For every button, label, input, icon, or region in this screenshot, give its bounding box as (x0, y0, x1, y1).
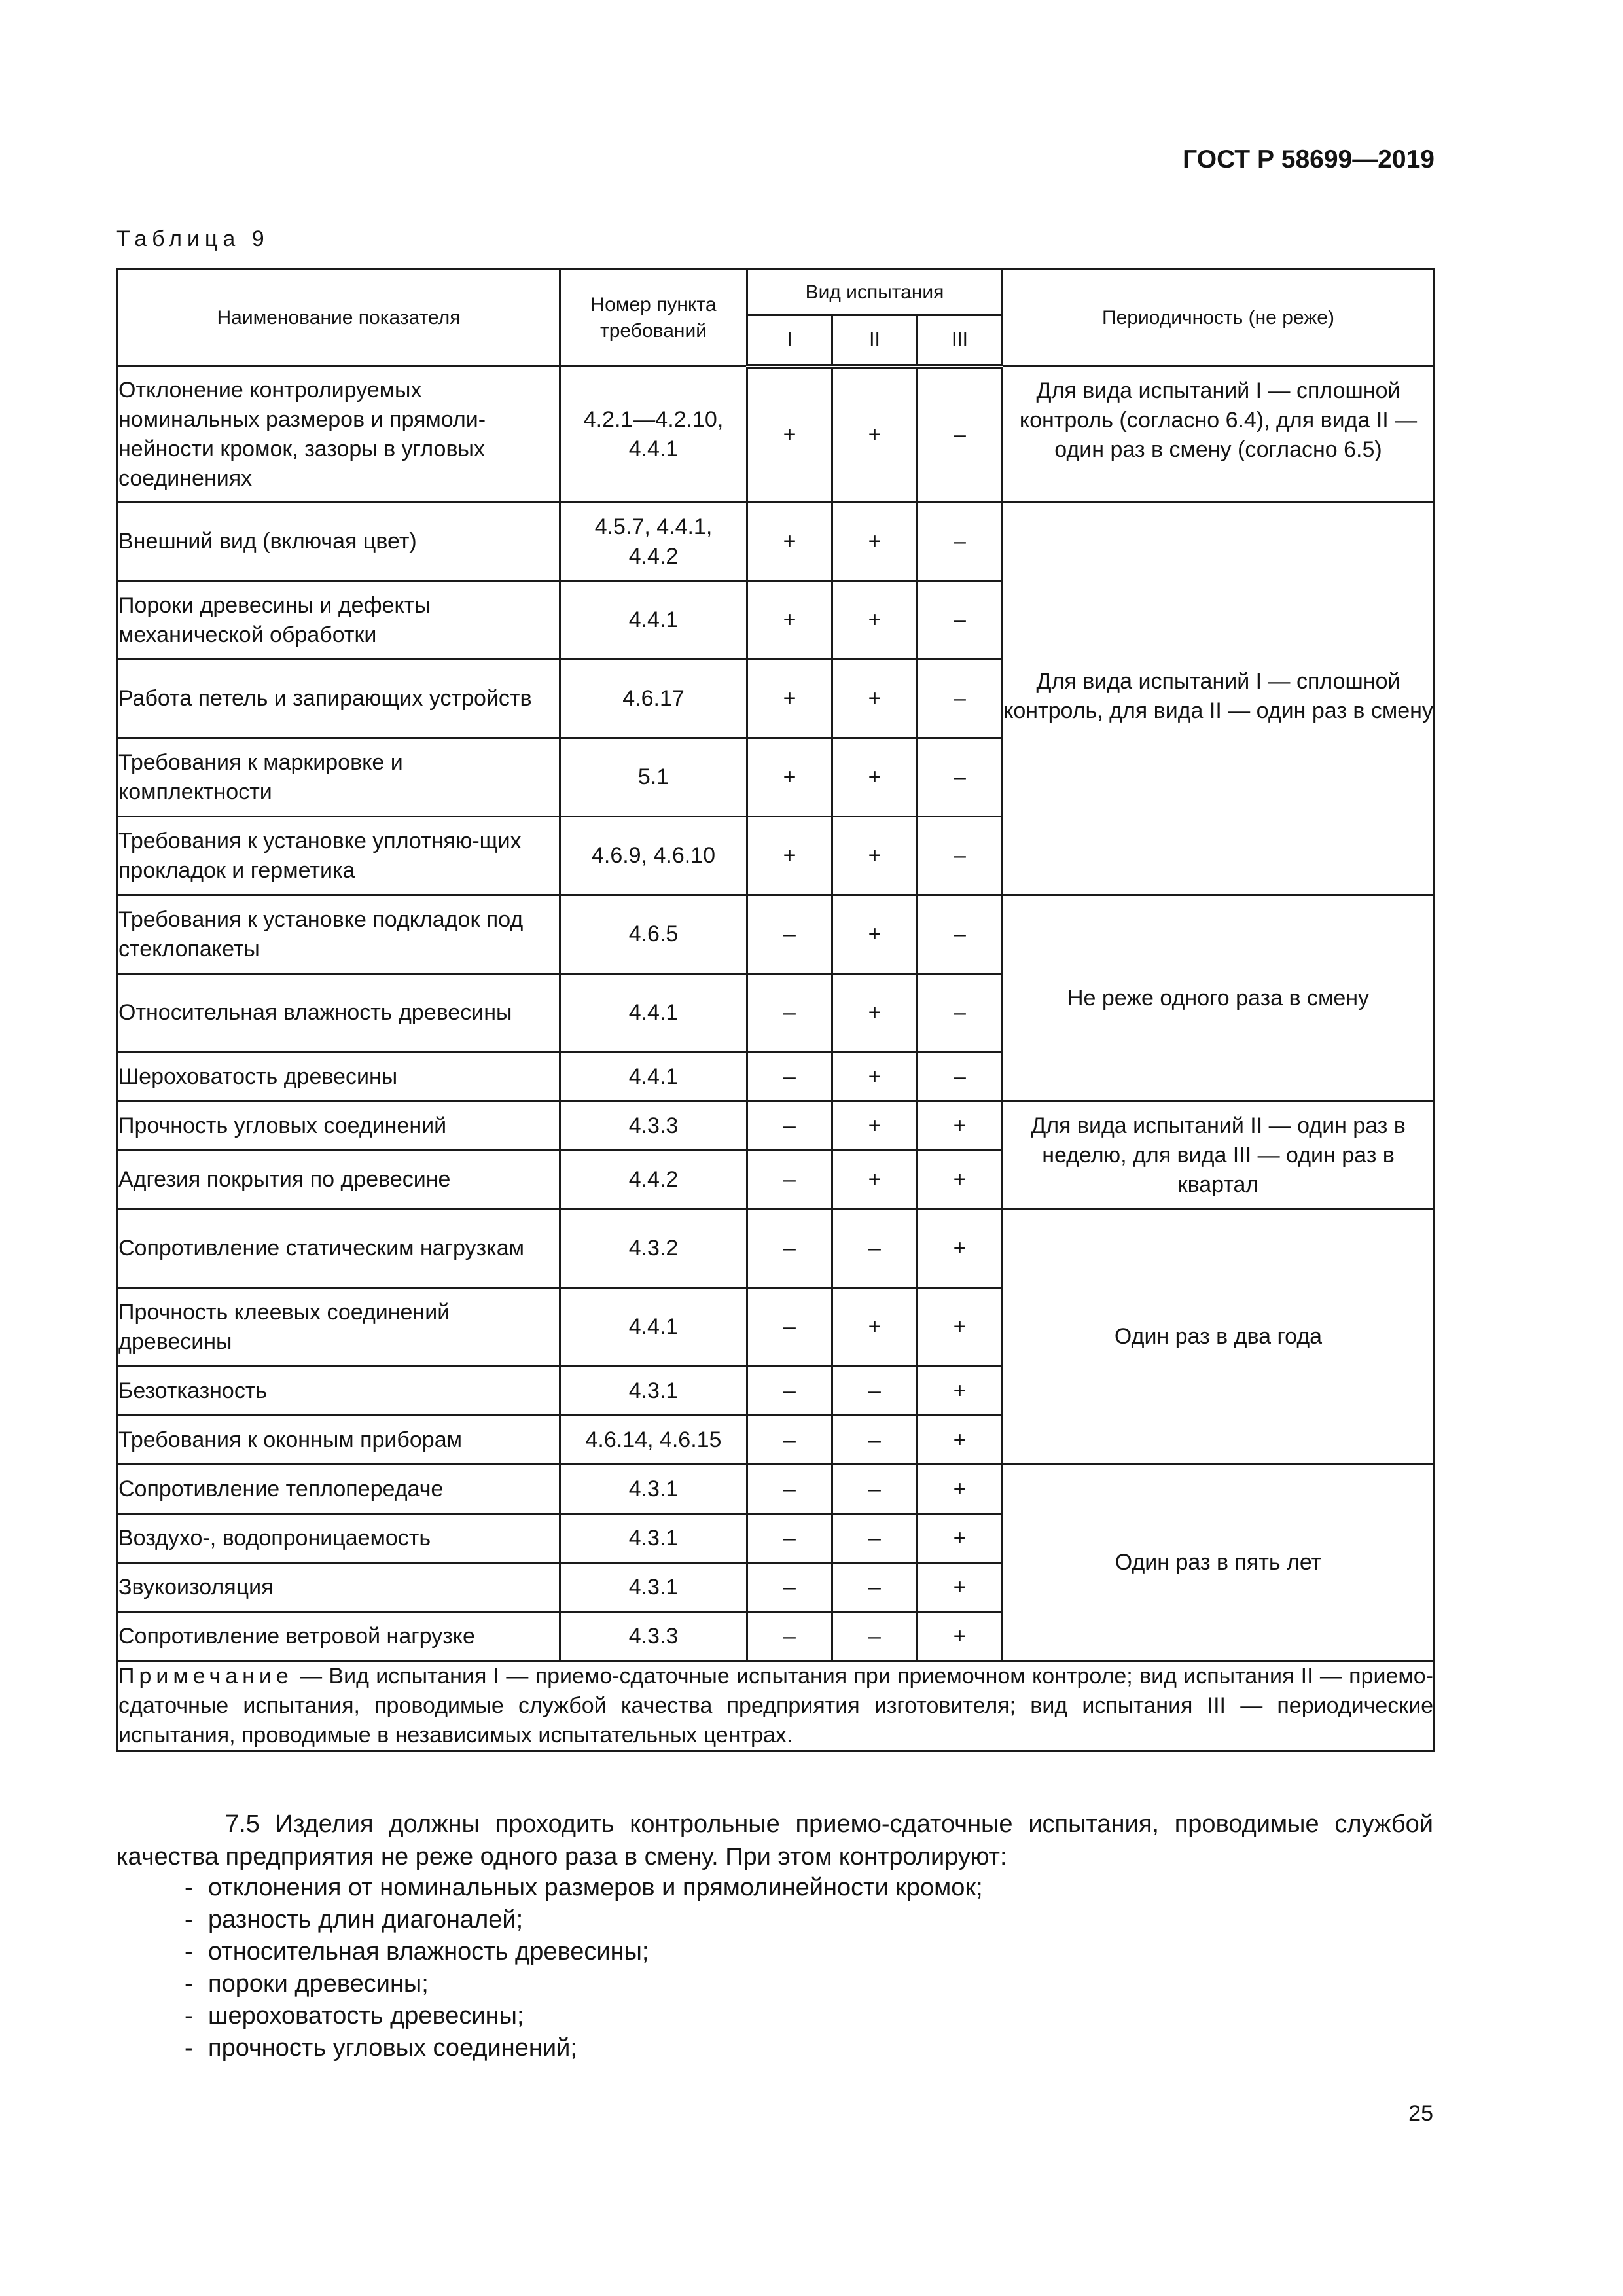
row-clause: 4.3.1 (560, 1563, 747, 1612)
row-test-3: + (918, 1514, 1003, 1563)
row-clause: 4.6.14, 4.6.15 (560, 1416, 747, 1465)
row-name: Звукоизоляция (118, 1563, 560, 1612)
row-test-3: – (918, 1052, 1003, 1102)
row-clause: 4.2.1—4.2.10, 4.4.1 (560, 367, 747, 503)
row-test-1: + (747, 738, 832, 817)
periodicity-cell: Один раз в два года (1003, 1210, 1435, 1465)
row-test-2: + (832, 974, 918, 1052)
row-name: Прочность угловых соединений (118, 1102, 560, 1151)
periodicity-cell: Для вида испытаний I — сплошной контроль, для вида II — один раз в смену (1003, 503, 1435, 895)
row-test-2: + (832, 738, 918, 817)
row-test-3: – (918, 817, 1003, 895)
row-test-1: + (747, 660, 832, 738)
row-test-2: + (832, 817, 918, 895)
row-clause: 4.6.17 (560, 660, 747, 738)
row-test-2: + (832, 660, 918, 738)
row-name: Работа петель и запирающих устройств (118, 660, 560, 738)
row-name: Прочность клеевых соединений древесины (118, 1288, 560, 1367)
row-test-1: – (747, 1102, 832, 1151)
row-test-1: – (747, 1563, 832, 1612)
table-row (118, 895, 1435, 974)
row-name: Требования к маркировке и комплектности (118, 738, 560, 817)
row-test-3: – (918, 581, 1003, 660)
row-clause: 4.3.2 (560, 1210, 747, 1288)
row-test-3: + (918, 1612, 1003, 1661)
row-test-1: – (747, 1416, 832, 1465)
row-test-3: – (918, 367, 1003, 503)
col-header-test-type: Вид испытания (747, 270, 1003, 315)
standard-code: ГОСТ Р 58699—2019 (1183, 145, 1435, 173)
row-name: Требования к оконным приборам (118, 1416, 560, 1465)
row-test-2: + (832, 1288, 918, 1367)
table-note (118, 1661, 1435, 1751)
row-clause: 4.4.1 (560, 974, 747, 1052)
row-test-2: – (832, 1514, 918, 1563)
row-test-3: + (918, 1465, 1003, 1514)
row-test-3: + (918, 1367, 1003, 1416)
row-test-3: + (918, 1288, 1003, 1367)
row-test-2: + (832, 895, 918, 974)
row-test-2: – (832, 1416, 918, 1465)
row-name: Требования к установке уплотняю-щих прокладок и герметика (118, 817, 560, 895)
row-name: Внешний вид (включая цвет) (118, 503, 560, 581)
row-test-1: – (747, 974, 832, 1052)
row-test-2: + (832, 367, 918, 503)
row-clause: 4.3.1 (560, 1465, 747, 1514)
row-name: Отклонение контролируемых номинальных размеров и прямоли-нейности кромок, зазоры в угловых соединениях (118, 367, 560, 503)
row-clause: 4.3.1 (560, 1367, 747, 1416)
row-test-1: – (747, 1052, 832, 1102)
row-clause: 4.5.7, 4.4.1, 4.4.2 (560, 503, 747, 581)
row-test-1: + (747, 503, 832, 581)
row-clause: 4.4.1 (560, 1052, 747, 1102)
table-row (118, 1102, 1435, 1151)
table-row (118, 1465, 1435, 1514)
row-test-3: + (918, 1151, 1003, 1210)
periodicity-cell: Для вида испытаний I — сплошной контроль (согласно 6.4), для вида II — один раз в смену (согласно 6.5) (1003, 367, 1435, 503)
row-test-3: + (918, 1563, 1003, 1612)
list-item: - прочность угловых соединений; (181, 2032, 983, 2064)
table-row (118, 367, 1435, 503)
periodicity-cell: Один раз в пять лет (1003, 1465, 1435, 1661)
col-header-test-2: II (832, 315, 918, 367)
table-row (118, 503, 1435, 581)
col-header-test-1: I (747, 315, 832, 367)
row-test-3: – (918, 503, 1003, 581)
requirements-table (116, 268, 1435, 1752)
row-name: Воздухо-, водопроницаемость (118, 1514, 560, 1563)
row-test-1: – (747, 1288, 832, 1367)
periodicity-cell: Не реже одного раза в смену (1003, 895, 1435, 1102)
col-header-test-3: III (918, 315, 1003, 367)
row-test-1: – (747, 895, 832, 974)
row-name: Сопротивление ветровой нагрузке (118, 1612, 560, 1661)
row-clause: 4.4.1 (560, 1288, 747, 1367)
list-item: - пороки древесины; (181, 1968, 983, 2000)
row-test-3: + (918, 1102, 1003, 1151)
control-items-list (181, 1872, 983, 2064)
row-test-1: – (747, 1151, 832, 1210)
row-test-1: – (747, 1612, 832, 1661)
row-clause: 4.6.9, 4.6.10 (560, 817, 747, 895)
row-name: Адгезия покрытия по древесине (118, 1151, 560, 1210)
row-test-2: + (832, 1102, 918, 1151)
row-name: Сопротивление теплопередаче (118, 1465, 560, 1514)
col-header-periodicity: Периодичность (не реже) (1003, 270, 1435, 367)
row-test-3: – (918, 660, 1003, 738)
list-item: - относительная влажность древесины; (181, 1936, 983, 1968)
row-test-3: + (918, 1210, 1003, 1288)
row-clause: 4.4.2 (560, 1151, 747, 1210)
row-name: Шероховатость древесины (118, 1052, 560, 1102)
row-test-1: – (747, 1465, 832, 1514)
row-test-2: + (832, 1052, 918, 1102)
note-text: — Вид испытания I — приемо-сдаточные испытания при приемочном контроле; вид испытания II — приемо-сдаточные испытания, проводимые службой качества предприятия изготовителя; вид испытания III — периодические испытания, проводимые в независимых испытательных центрах. (118, 1664, 1434, 1748)
row-test-3: – (918, 895, 1003, 974)
row-test-2: + (832, 581, 918, 660)
row-clause: 4.3.1 (560, 1514, 747, 1563)
row-clause: 4.6.5 (560, 895, 747, 974)
row-test-2: + (832, 1151, 918, 1210)
row-test-1: + (747, 367, 832, 503)
row-name: Требования к установке подкладок под стеклопакеты (118, 895, 560, 974)
table-note-row (118, 1661, 1435, 1751)
list-item: - разность длин диагоналей; (181, 1904, 983, 1936)
row-test-3: + (918, 1416, 1003, 1465)
row-test-2: – (832, 1563, 918, 1612)
table-row (118, 1210, 1435, 1288)
row-test-3: – (918, 738, 1003, 817)
row-test-1: + (747, 581, 832, 660)
row-test-1: + (747, 817, 832, 895)
section-7-5-paragraph: 7.5 Изделия должны проходить контрольные приемо-сдаточные испытания, проводимые службой качества предприятия не реже одного раза в смену. При этом контролируют: (116, 1810, 1433, 1871)
row-test-3: – (918, 974, 1003, 1052)
row-test-2: – (832, 1367, 918, 1416)
row-test-2: – (832, 1465, 918, 1514)
row-clause: 5.1 (560, 738, 747, 817)
row-name: Пороки древесины и дефекты механической обработки (118, 581, 560, 660)
row-test-1: – (747, 1514, 832, 1563)
row-test-1: – (747, 1367, 832, 1416)
row-name: Сопротивление статическим нагрузкам (118, 1210, 560, 1288)
note-label: Примечание (118, 1664, 293, 1689)
row-name: Относительная влажность древесины (118, 974, 560, 1052)
col-header-clause: Номер пункта требований (560, 270, 747, 367)
row-test-1: – (747, 1210, 832, 1288)
row-clause: 4.3.3 (560, 1612, 747, 1661)
periodicity-cell: Для вида испытаний II — один раз в неделю, для вида III — один раз в квартал (1003, 1102, 1435, 1210)
list-item: - шероховатость древесины; (181, 2000, 983, 2032)
row-name: Безотказность (118, 1367, 560, 1416)
row-clause: 4.4.1 (560, 581, 747, 660)
page-number: 25 (1408, 2101, 1433, 2126)
list-item: - отклонения от номинальных размеров и прямолинейности кромок; (181, 1872, 983, 1904)
col-header-name: Наименование показателя (118, 270, 560, 367)
row-clause: 4.3.3 (560, 1102, 747, 1151)
row-test-2: + (832, 503, 918, 581)
row-test-2: – (832, 1612, 918, 1661)
row-test-2: – (832, 1210, 918, 1288)
table-caption: Таблица 9 (116, 226, 270, 251)
